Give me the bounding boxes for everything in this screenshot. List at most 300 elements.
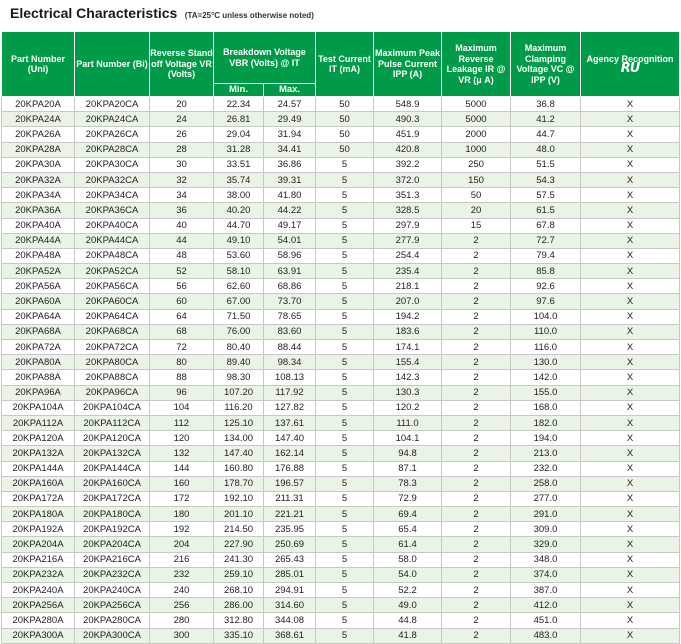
cell-test-current: 5 (316, 157, 374, 172)
cell-part-uni: 20KPA30A (2, 157, 75, 172)
cell-part-bi: 20KPA120CA (75, 431, 150, 446)
cell-clamping: 72.7 (511, 233, 581, 248)
cell-clamping: 277.0 (511, 491, 581, 506)
table-row (2, 264, 680, 279)
cell-standoff: 112 (150, 415, 214, 430)
cell-ipp: 548.9 (374, 97, 442, 112)
cell-part-bi: 20KPA40CA (75, 218, 150, 233)
cell-vbr-max: 211.31 (264, 491, 316, 506)
cell-vbr-min: 134.00 (214, 431, 264, 446)
cell-leakage: 2 (442, 628, 511, 643)
cell-vbr-min: 89.40 (214, 355, 264, 370)
cell-vbr-max: 98.34 (264, 355, 316, 370)
cell-standoff: 144 (150, 461, 214, 476)
cell-clamping: 258.0 (511, 476, 581, 491)
cell-part-uni: 20KPA34A (2, 188, 75, 203)
cell-clamping: 483.0 (511, 628, 581, 643)
header-test-current: Test Current IT (mA) (316, 32, 374, 97)
cell-vbr-min: 49.10 (214, 233, 264, 248)
cell-leakage: 2 (442, 537, 511, 552)
cell-standoff: 172 (150, 491, 214, 506)
cell-test-current: 5 (316, 476, 374, 491)
cell-part-uni: 20KPA96A (2, 385, 75, 400)
cell-agency: X (581, 172, 680, 187)
table-body (2, 97, 680, 644)
cell-part-bi: 20KPA300CA (75, 628, 150, 643)
cell-part-bi: 20KPA26CA (75, 127, 150, 142)
cell-vbr-max: 68.86 (264, 279, 316, 294)
cell-vbr-max: 83.60 (264, 324, 316, 339)
cell-standoff: 24 (150, 112, 214, 127)
table-row (2, 203, 680, 218)
cell-test-current: 5 (316, 522, 374, 537)
cell-part-uni: 20KPA192A (2, 522, 75, 537)
cell-leakage: 2 (442, 355, 511, 370)
cell-standoff: 32 (150, 172, 214, 187)
table-row (2, 370, 680, 385)
cell-part-uni: 20KPA36A (2, 203, 75, 218)
cell-vbr-max: 73.70 (264, 294, 316, 309)
cell-leakage: 2 (442, 400, 511, 415)
cell-vbr-max: 34.41 (264, 142, 316, 157)
cell-agency: X (581, 324, 680, 339)
cell-standoff: 96 (150, 385, 214, 400)
cell-part-bi: 20KPA180CA (75, 507, 150, 522)
cell-leakage: 2 (442, 567, 511, 582)
cell-vbr-max: 344.08 (264, 613, 316, 628)
cell-test-current: 5 (316, 446, 374, 461)
cell-vbr-max: 24.57 (264, 97, 316, 112)
cell-agency: X (581, 127, 680, 142)
cell-vbr-max: 250.69 (264, 537, 316, 552)
cell-ipp: 104.1 (374, 431, 442, 446)
cell-standoff: 60 (150, 294, 214, 309)
table-row (2, 142, 680, 157)
cell-vbr-min: 33.51 (214, 157, 264, 172)
cell-part-bi: 20KPA52CA (75, 264, 150, 279)
table-row (2, 476, 680, 491)
cell-standoff: 256 (150, 598, 214, 613)
cell-vbr-min: 201.10 (214, 507, 264, 522)
cell-ipp: 94.8 (374, 446, 442, 461)
cell-test-current: 5 (316, 294, 374, 309)
cell-ipp: 207.0 (374, 294, 442, 309)
cell-clamping: 85.8 (511, 264, 581, 279)
cell-ipp: 61.4 (374, 537, 442, 552)
cell-vbr-min: 178.70 (214, 476, 264, 491)
cell-clamping: 451.0 (511, 613, 581, 628)
cell-leakage: 2 (442, 552, 511, 567)
cell-standoff: 20 (150, 97, 214, 112)
cell-clamping: 36.8 (511, 97, 581, 112)
cell-ipp: 235.4 (374, 264, 442, 279)
cell-ipp: 155.4 (374, 355, 442, 370)
cell-clamping: 130.0 (511, 355, 581, 370)
cell-standoff: 232 (150, 567, 214, 582)
cell-ipp: 87.1 (374, 461, 442, 476)
cell-ipp: 52.2 (374, 583, 442, 598)
cell-ipp: 44.8 (374, 613, 442, 628)
cell-clamping: 104.0 (511, 309, 581, 324)
cell-leakage: 5000 (442, 97, 511, 112)
cell-vbr-min: 160.80 (214, 461, 264, 476)
cell-test-current: 5 (316, 583, 374, 598)
cell-standoff: 44 (150, 233, 214, 248)
table-row (2, 294, 680, 309)
cell-part-uni: 20KPA160A (2, 476, 75, 491)
cell-vbr-min: 62.60 (214, 279, 264, 294)
table-row (2, 431, 680, 446)
table-row (2, 355, 680, 370)
header-clamping: Maximum Clamping Voltage VC @ IPP (V) (511, 32, 581, 97)
cell-standoff: 40 (150, 218, 214, 233)
cell-leakage: 2 (442, 598, 511, 613)
cell-standoff: 56 (150, 279, 214, 294)
cell-agency: X (581, 97, 680, 112)
cell-standoff: 28 (150, 142, 214, 157)
cell-part-uni: 20KPA52A (2, 264, 75, 279)
cell-test-current: 5 (316, 552, 374, 567)
cell-standoff: 132 (150, 446, 214, 461)
cell-ipp: 78.3 (374, 476, 442, 491)
table-row (2, 552, 680, 567)
cell-vbr-max: 285.01 (264, 567, 316, 582)
table-row (2, 491, 680, 506)
cell-part-bi: 20KPA80CA (75, 355, 150, 370)
cell-vbr-max: 368.61 (264, 628, 316, 643)
cell-agency: X (581, 309, 680, 324)
cell-standoff: 280 (150, 613, 214, 628)
cell-part-bi: 20KPA96CA (75, 385, 150, 400)
cell-test-current: 5 (316, 385, 374, 400)
cell-part-uni: 20KPA88A (2, 370, 75, 385)
cell-leakage: 2 (442, 522, 511, 537)
cell-test-current: 5 (316, 309, 374, 324)
cell-vbr-max: 176.88 (264, 461, 316, 476)
cell-ipp: 174.1 (374, 340, 442, 355)
cell-part-uni: 20KPA216A (2, 552, 75, 567)
cell-agency: X (581, 233, 680, 248)
cell-part-bi: 20KPA172CA (75, 491, 150, 506)
cell-leakage: 2 (442, 446, 511, 461)
table-row (2, 598, 680, 613)
cell-leakage: 2 (442, 415, 511, 430)
cell-standoff: 204 (150, 537, 214, 552)
cell-vbr-max: 39.31 (264, 172, 316, 187)
table-row (2, 233, 680, 248)
cell-agency: X (581, 491, 680, 506)
cell-vbr-min: 116.20 (214, 400, 264, 415)
cell-vbr-max: 117.92 (264, 385, 316, 400)
cell-part-uni: 20KPA280A (2, 613, 75, 628)
header-standoff: Reverse Stand off Voltage VR (Volts) (150, 32, 214, 97)
cell-part-bi: 20KPA64CA (75, 309, 150, 324)
cell-part-bi: 20KPA30CA (75, 157, 150, 172)
cell-ipp: 420.8 (374, 142, 442, 157)
cell-ipp: 277.9 (374, 233, 442, 248)
cell-ipp: 372.0 (374, 172, 442, 187)
cell-vbr-max: 54.01 (264, 233, 316, 248)
cell-test-current: 50 (316, 142, 374, 157)
cell-clamping: 67.8 (511, 218, 581, 233)
cell-agency: X (581, 218, 680, 233)
cell-standoff: 68 (150, 324, 214, 339)
cell-agency: X (581, 522, 680, 537)
cell-test-current: 5 (316, 264, 374, 279)
cell-standoff: 36 (150, 203, 214, 218)
cell-part-uni: 20KPA24A (2, 112, 75, 127)
cell-ipp: 490.3 (374, 112, 442, 127)
cell-leakage: 150 (442, 172, 511, 187)
cell-part-uni: 20KPA28A (2, 142, 75, 157)
cell-agency: X (581, 583, 680, 598)
cell-clamping: 168.0 (511, 400, 581, 415)
cell-clamping: 48.0 (511, 142, 581, 157)
cell-vbr-min: 241.30 (214, 552, 264, 567)
cell-part-uni: 20KPA26A (2, 127, 75, 142)
cell-clamping: 232.0 (511, 461, 581, 476)
cell-standoff: 52 (150, 264, 214, 279)
cell-part-uni: 20KPA72A (2, 340, 75, 355)
cell-ipp: 194.2 (374, 309, 442, 324)
cell-ipp: 41.8 (374, 628, 442, 643)
cell-vbr-min: 35.74 (214, 172, 264, 187)
cell-test-current: 5 (316, 370, 374, 385)
cell-standoff: 88 (150, 370, 214, 385)
cell-part-uni: 20KPA172A (2, 491, 75, 506)
cell-standoff: 48 (150, 248, 214, 263)
cell-vbr-max: 36.86 (264, 157, 316, 172)
cell-test-current: 5 (316, 248, 374, 263)
cell-test-current: 5 (316, 598, 374, 613)
cell-test-current: 5 (316, 400, 374, 415)
cell-ipp: 451.9 (374, 127, 442, 142)
cell-leakage: 2 (442, 324, 511, 339)
cell-vbr-min: 227.90 (214, 537, 264, 552)
cell-standoff: 240 (150, 583, 214, 598)
cell-vbr-max: 147.40 (264, 431, 316, 446)
cell-test-current: 5 (316, 324, 374, 339)
cell-clamping: 374.0 (511, 567, 581, 582)
cell-vbr-max: 235.95 (264, 522, 316, 537)
cell-ipp: 120.2 (374, 400, 442, 415)
cell-standoff: 80 (150, 355, 214, 370)
cell-part-bi: 20KPA240CA (75, 583, 150, 598)
cell-leakage: 2 (442, 583, 511, 598)
cell-part-bi: 20KPA160CA (75, 476, 150, 491)
cell-standoff: 120 (150, 431, 214, 446)
cell-vbr-max: 29.49 (264, 112, 316, 127)
cell-part-uni: 20KPA204A (2, 537, 75, 552)
table-row (2, 537, 680, 552)
title-bar (0, 0, 681, 26)
cell-agency: X (581, 476, 680, 491)
header-part-bi: Part Number (Bi) (75, 32, 150, 97)
cell-part-bi: 20KPA280CA (75, 613, 150, 628)
table-row (2, 248, 680, 263)
cell-vbr-min: 335.10 (214, 628, 264, 643)
cell-test-current: 5 (316, 233, 374, 248)
cell-standoff: 34 (150, 188, 214, 203)
header-leakage: Maximum Reverse Leakage IR @ VR (μ A) (442, 32, 511, 97)
table-row (2, 309, 680, 324)
cell-leakage: 2 (442, 507, 511, 522)
cell-vbr-max: 137.61 (264, 415, 316, 430)
cell-ipp: 130.3 (374, 385, 442, 400)
cell-test-current: 5 (316, 491, 374, 506)
header-breakdown: Breakdown Voltage VBR (Volts) @ IT (214, 32, 316, 84)
cell-part-bi: 20KPA28CA (75, 142, 150, 157)
table-row (2, 507, 680, 522)
cell-vbr-max: 31.94 (264, 127, 316, 142)
cell-leakage: 2 (442, 491, 511, 506)
cell-agency: X (581, 355, 680, 370)
cell-standoff: 104 (150, 400, 214, 415)
cell-agency: X (581, 203, 680, 218)
cell-vbr-min: 29.04 (214, 127, 264, 142)
cell-agency: X (581, 415, 680, 430)
cell-ipp: 392.2 (374, 157, 442, 172)
cell-clamping: 54.3 (511, 172, 581, 187)
cell-part-uni: 20KPA80A (2, 355, 75, 370)
cell-standoff: 192 (150, 522, 214, 537)
cell-agency: X (581, 628, 680, 643)
cell-leakage: 2 (442, 233, 511, 248)
cell-part-uni: 20KPA32A (2, 172, 75, 187)
cell-leakage: 2000 (442, 127, 511, 142)
cell-part-uni: 20KPA44A (2, 233, 75, 248)
cell-test-current: 5 (316, 567, 374, 582)
cell-part-bi: 20KPA88CA (75, 370, 150, 385)
cell-clamping: 213.0 (511, 446, 581, 461)
cell-agency: X (581, 370, 680, 385)
cell-test-current: 50 (316, 97, 374, 112)
cell-clamping: 155.0 (511, 385, 581, 400)
header-agency-label: Agency Recognition (586, 53, 674, 64)
cell-leakage: 2 (442, 279, 511, 294)
table-row (2, 97, 680, 112)
cell-leakage: 2 (442, 385, 511, 400)
cell-leakage: 5000 (442, 112, 511, 127)
cell-clamping: 309.0 (511, 522, 581, 537)
cell-leakage: 2 (442, 248, 511, 263)
cell-agency: X (581, 385, 680, 400)
cell-part-uni: 20KPA68A (2, 324, 75, 339)
cell-part-uni: 20KPA48A (2, 248, 75, 263)
cell-agency: X (581, 613, 680, 628)
cell-leakage: 2 (442, 264, 511, 279)
cell-part-bi: 20KPA112CA (75, 415, 150, 430)
cell-part-uni: 20KPA120A (2, 431, 75, 446)
cell-leakage: 2 (442, 476, 511, 491)
cell-clamping: 110.0 (511, 324, 581, 339)
cell-clamping: 61.5 (511, 203, 581, 218)
cell-part-bi: 20KPA204CA (75, 537, 150, 552)
cell-agency: X (581, 431, 680, 446)
cell-standoff: 160 (150, 476, 214, 491)
cell-part-uni: 20KPA60A (2, 294, 75, 309)
table-row (2, 172, 680, 187)
cell-clamping: 41.2 (511, 112, 581, 127)
cell-clamping: 97.6 (511, 294, 581, 309)
header-part-uni: Part Number (Uni) (2, 32, 75, 97)
cell-agency: X (581, 157, 680, 172)
cell-part-bi: 20KPA44CA (75, 233, 150, 248)
header-agency (581, 32, 680, 97)
cell-vbr-min: 147.40 (214, 446, 264, 461)
cell-vbr-max: 314.60 (264, 598, 316, 613)
cell-clamping: 291.0 (511, 507, 581, 522)
cell-part-bi: 20KPA20CA (75, 97, 150, 112)
table-row (2, 567, 680, 582)
cell-clamping: 348.0 (511, 552, 581, 567)
cell-ipp: 351.3 (374, 188, 442, 203)
cell-part-uni: 20KPA232A (2, 567, 75, 582)
cell-standoff: 300 (150, 628, 214, 643)
cell-vbr-min: 53.60 (214, 248, 264, 263)
cell-leakage: 2 (442, 461, 511, 476)
cell-test-current: 5 (316, 340, 374, 355)
cell-standoff: 64 (150, 309, 214, 324)
cell-standoff: 30 (150, 157, 214, 172)
cell-part-uni: 20KPA144A (2, 461, 75, 476)
cell-vbr-max: 162.14 (264, 446, 316, 461)
cell-ipp: 111.0 (374, 415, 442, 430)
cell-ipp: 72.9 (374, 491, 442, 506)
header-peak-pulse: Maximum Peak Pulse Current IPP (A) (374, 32, 442, 97)
cell-part-bi: 20KPA56CA (75, 279, 150, 294)
cell-part-bi: 20KPA48CA (75, 248, 150, 263)
cell-vbr-min: 125.10 (214, 415, 264, 430)
cell-test-current: 5 (316, 188, 374, 203)
cell-part-bi: 20KPA60CA (75, 294, 150, 309)
cell-standoff: 180 (150, 507, 214, 522)
cell-agency: X (581, 552, 680, 567)
cell-part-bi: 20KPA256CA (75, 598, 150, 613)
cell-leakage: 20 (442, 203, 511, 218)
header-breakdown-max: Max. (264, 84, 316, 97)
table-row (2, 583, 680, 598)
cell-agency: X (581, 112, 680, 127)
cell-part-bi: 20KPA104CA (75, 400, 150, 415)
cell-part-bi: 20KPA144CA (75, 461, 150, 476)
cell-agency: X (581, 340, 680, 355)
cell-test-current: 5 (316, 461, 374, 476)
cell-test-current: 5 (316, 537, 374, 552)
cell-standoff: 26 (150, 127, 214, 142)
cell-part-bi: 20KPA232CA (75, 567, 150, 582)
cell-vbr-min: 76.00 (214, 324, 264, 339)
cell-agency: X (581, 537, 680, 552)
cell-part-uni: 20KPA112A (2, 415, 75, 430)
cell-part-uni: 20KPA20A (2, 97, 75, 112)
cell-part-bi: 20KPA36CA (75, 203, 150, 218)
cell-leakage: 50 (442, 188, 511, 203)
cell-vbr-max: 265.43 (264, 552, 316, 567)
cell-leakage: 2 (442, 340, 511, 355)
cell-leakage: 2 (442, 613, 511, 628)
table-row (2, 112, 680, 127)
cell-leakage: 2 (442, 294, 511, 309)
cell-part-uni: 20KPA180A (2, 507, 75, 522)
cell-vbr-max: 221.21 (264, 507, 316, 522)
cell-vbr-max: 49.17 (264, 218, 316, 233)
table-row (2, 157, 680, 172)
cell-ipp: 142.3 (374, 370, 442, 385)
cell-agency: X (581, 446, 680, 461)
cell-part-uni: 20KPA132A (2, 446, 75, 461)
cell-agency: X (581, 461, 680, 476)
